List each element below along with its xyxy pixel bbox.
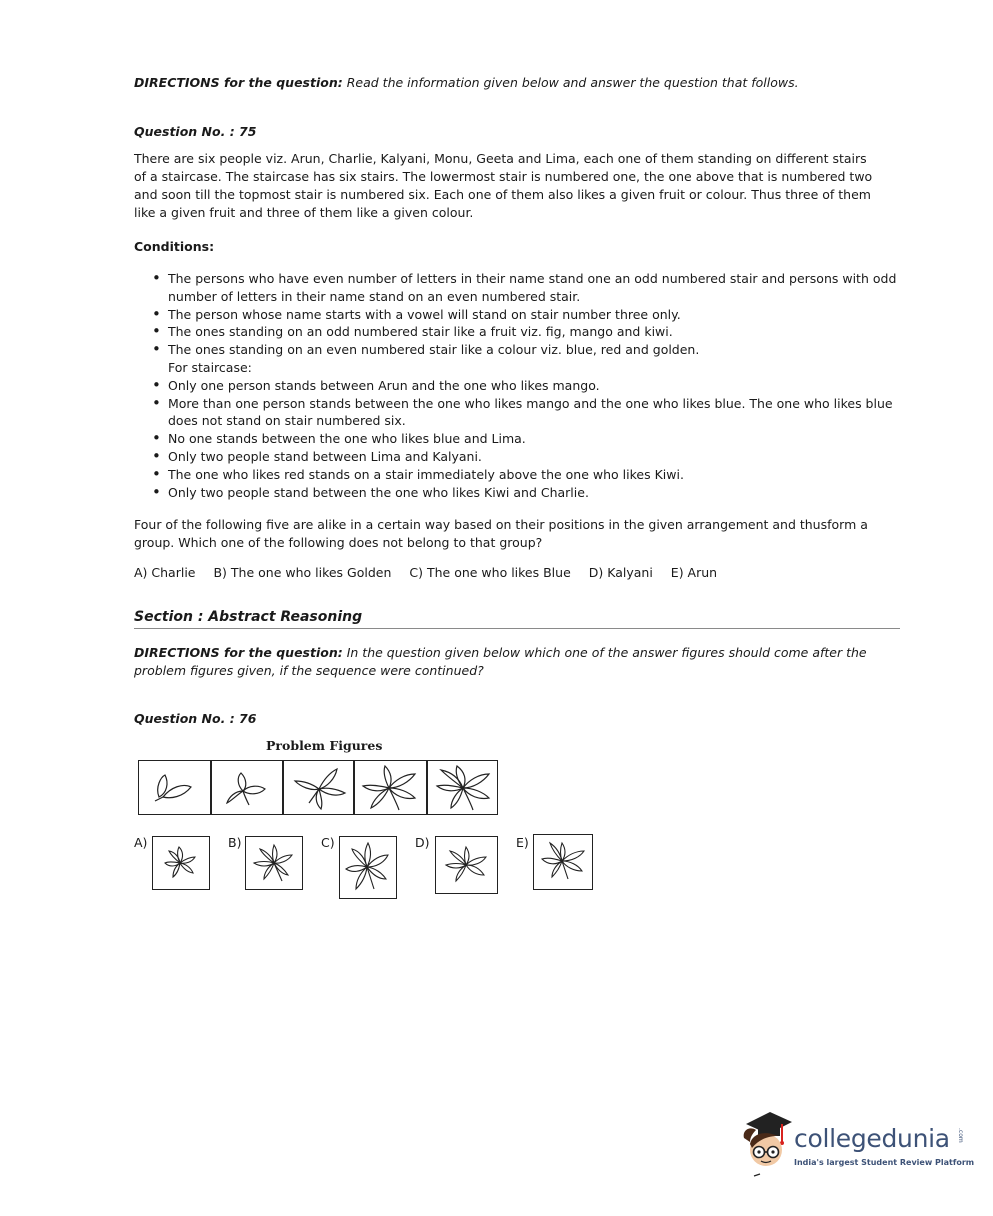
condition-item: • Only one person stands between Arun and the one who likes mango. [151, 377, 903, 395]
directions-label: DIRECTIONS for the question: [134, 645, 343, 660]
directions-1 [134, 75, 799, 90]
directions-text: Read the information given below and answer the question that follows. [342, 75, 799, 90]
condition-item: • The person whose name starts with a vowel will stand on stair number three only. [151, 306, 903, 324]
condition-item: • No one stands between the one who likes blue and Lima. [151, 430, 903, 448]
option-b[interactable]: B) The one who likes Golden [213, 565, 392, 580]
condition-subheading: For staircase: [168, 359, 252, 375]
question-75-intro: There are six people viz. Arun, Charlie, Kalyani, Monu, Geeta and Lima, each one of them standing on different stairs of a staircase. The staircase has six stairs. The lowermost stair is numbered one, the one above that is numbered two and soon till the topmost stair is numbered six. Each one of them also likes a given fruit or colour. Thus three of them like a given fruit and three of them like a given colour. [134, 151, 873, 220]
option-e[interactable]: E) Arun [670, 565, 718, 580]
answer-figure-e[interactable] [533, 834, 593, 890]
condition-item: • Only two people stand between Lima and Kalyani. [151, 448, 903, 466]
answer-label-a: A) [134, 835, 148, 850]
problem-figure-3 [289, 765, 351, 811]
option-a[interactable]: A) Charlie [134, 565, 196, 580]
problem-figure-1 [153, 767, 199, 807]
answer-figure-c[interactable] [339, 836, 397, 899]
condition-item: • The one who likes red stands on a stair immediately above the one who likes Kiwi. [151, 466, 903, 484]
logo-tagline: India's largest Student Review Platform [794, 1158, 975, 1167]
answer-figure-b[interactable] [245, 836, 303, 890]
mascot-icon [736, 1108, 794, 1180]
condition-item: • The ones standing on an even numbered stair like a colour viz. blue, red and golden. [151, 341, 903, 359]
logo-suffix: .com [957, 1128, 964, 1143]
question-number-76: Question No. : 76 [134, 711, 257, 726]
collegedunia-logo [736, 1108, 976, 1188]
problem-figures [138, 760, 498, 815]
condition-item: • The persons who have even number of letters in their name stand one an odd numbered stair and persons with odd number of letters in their name stand on an even numbered stair. [151, 270, 903, 306]
question-75-text: Four of the following five are alike in a certain way based on their positions in the given arrangement and thusform a group. Which one of the following does not belong to that group? [134, 517, 868, 550]
condition-item: • Only two people stand between the one who likes Kiwi and Charlie. [151, 484, 903, 502]
answer-figure-a[interactable] [152, 836, 210, 890]
answer-label-c: C) [321, 835, 335, 850]
condition-item: • More than one person stands between the one who likes mango and the one who likes blue. The one who likes blue does not stand on stair numbered six. [151, 395, 903, 431]
section-title: Section : Abstract Reasoning [134, 609, 363, 625]
answer-options [134, 565, 731, 580]
option-c[interactable]: C) The one who likes Blue [409, 565, 571, 580]
directions-text: In the question given below which one of the answer figures should come after the problem figures given, if the sequence were continued? [134, 645, 867, 678]
answer-figure-d[interactable] [435, 836, 498, 894]
answer-label-d: D) [415, 835, 430, 850]
problem-figure-2 [221, 767, 273, 809]
directions-2 [134, 644, 874, 680]
problem-figure-5 [431, 764, 495, 812]
section-divider [134, 628, 900, 629]
logo-wordmark: collegedunia [794, 1124, 950, 1153]
question-number-75: Question No. : 75 [134, 124, 257, 139]
condition-item: • The ones standing on an odd numbered stair like a fruit viz. fig, mango and kiwi. [151, 323, 903, 341]
problem-figures-title: Problem Figures [266, 738, 383, 753]
problem-figure-4 [359, 764, 421, 812]
answer-label-b: B) [228, 835, 242, 850]
conditions-list [151, 270, 903, 501]
option-d[interactable]: D) Kalyani [588, 565, 653, 580]
directions-label: DIRECTIONS for the question: [134, 75, 343, 90]
conditions-heading: Conditions: [134, 239, 215, 254]
answer-label-e: E) [516, 835, 529, 850]
